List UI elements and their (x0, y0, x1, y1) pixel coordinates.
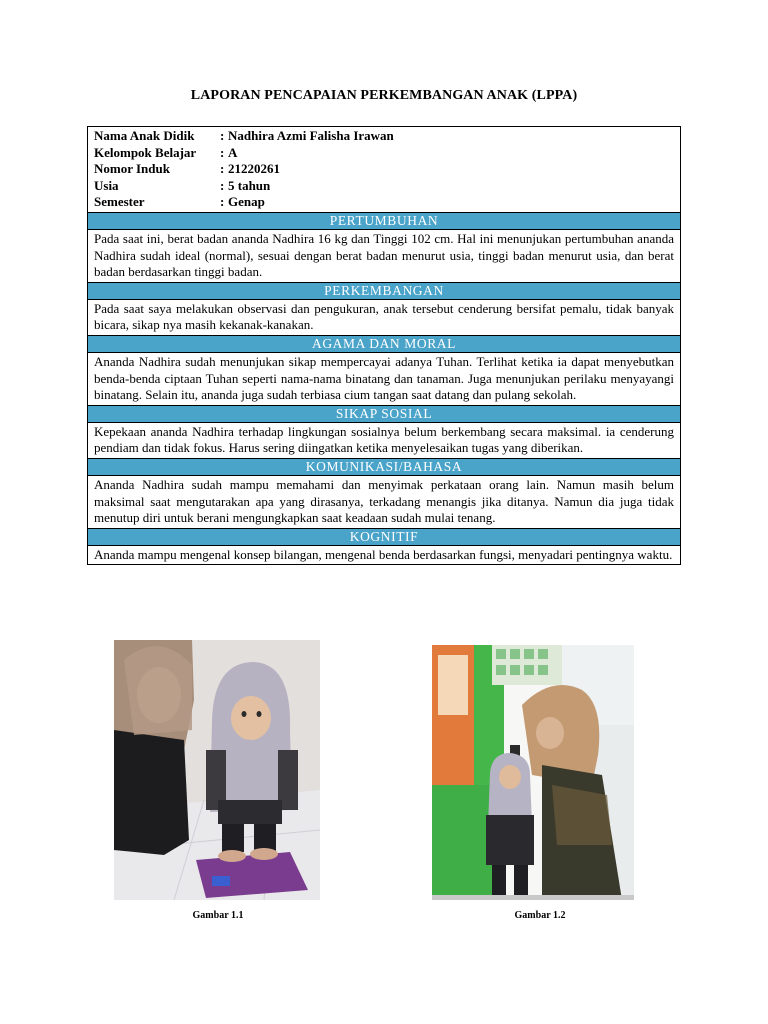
section-heading-pertumbuhan: PERTUMBUHAN (88, 213, 680, 230)
identity-row-group: Kelompok Belajar : A (94, 145, 674, 162)
photo-height-illustration (432, 645, 634, 900)
identity-value: 21220261 (228, 161, 280, 177)
photo-weighing-illustration (114, 640, 320, 900)
identity-label: Kelompok Belajar (94, 144, 197, 160)
identity-value: 5 tahun (228, 177, 271, 193)
identity-label: Nama Anak Didik (94, 128, 195, 143)
report-title: LAPORAN PENCAPAIAN PERKEMBANGAN ANAK (LPPA) (190, 88, 578, 103)
section-heading-komunikasi: KOMUNIKASI/BAHASA (88, 459, 680, 476)
identity-value: Nadhira Azmi Falisha Irawan (228, 128, 394, 143)
report-table (87, 126, 681, 565)
identity-row-name: Nama Anak Didik : Nadhira Azmi Falisha Irawan (94, 128, 674, 145)
section-text-kognitif: Ananda mampu mengenal konsep bilangan, mengenal benda berdasarkan fungsi, menyadari pentingnya waktu. (94, 546, 673, 562)
section-heading-perkembangan: PERKEMBANGAN (88, 283, 680, 300)
section-text-komunikasi: Ananda Nadhira sudah mampu memahami dan menyimak perkataan orang lain. Namun masih belum maksimal saat mengutarakan apa yang dirasanya, terkadang menangis jika ditanya. Namun dia juga tidak menutup diri untuk berani mengungkapkan saat keadaan sudah mulai tenang. (88, 476, 680, 529)
section-heading-kognitif: KOGNITIF (88, 529, 680, 546)
identity-row-number: Nomor Induk : 21220261 (94, 161, 674, 178)
photo-caption-1: Gambar 1.1 (192, 910, 244, 921)
photo-height-measuring (432, 645, 634, 900)
section-heading-sikap-sosial: SIKAP SOSIAL (88, 406, 680, 423)
identity-block (88, 127, 680, 213)
identity-value: Genap (228, 194, 265, 210)
section-text-perkembangan: Pada saat saya melakukan observasi dan pengukuran, anak tersebut cenderung bersifat pemalu, tidak banyak bicara, sikap nya masih kekanak-kanakan. (88, 300, 680, 336)
identity-label: Semester (94, 194, 145, 210)
section-heading-agama-moral: AGAMA DAN MORAL (88, 336, 680, 353)
section-text-pertumbuhan: Pada saat ini, berat badan ananda Nadhira 16 kg dan Tinggi 102 cm. Hal ini menunjukan pertumbuhan ananda Nadhira sudah ideal (normal), sesuai dengan berat badan menurut usia, tinggi badan menurut usia, dan berat badan berdasarkan tinggi badan. (88, 230, 680, 283)
identity-row-semester: Semester : Genap (94, 194, 674, 211)
identity-label: Usia (94, 177, 119, 193)
identity-label: Nomor Induk (94, 161, 170, 177)
section-text-sikap-sosial: Kepekaan ananda Nadhira terhadap lingkungan sosialnya belum berkembang secara maksimal. ia cenderung pendiam dan tidak fokus. Harus sering diingatkan ketika menyelesaikan tugas yang diberikan. (88, 423, 680, 459)
identity-value: A (228, 144, 238, 160)
identity-row-age: Usia : 5 tahun (94, 178, 674, 195)
photo-weighing (114, 640, 320, 900)
section-text-agama-moral: Ananda Nadhira sudah menunjukan sikap mempercayai adanya Tuhan. Terlihat ketika ia dapat menyebutkan benda-benda ciptaan Tuhan seperti nama-nama binatang dan tanaman. Juga menunjukan perilaku menyayangi binatang. Selain itu, ananda juga sudah terbiasa cium tangan saat datang dan pulang sekolah. (88, 353, 680, 406)
photo-caption-2: Gambar 1.2 (514, 910, 566, 921)
